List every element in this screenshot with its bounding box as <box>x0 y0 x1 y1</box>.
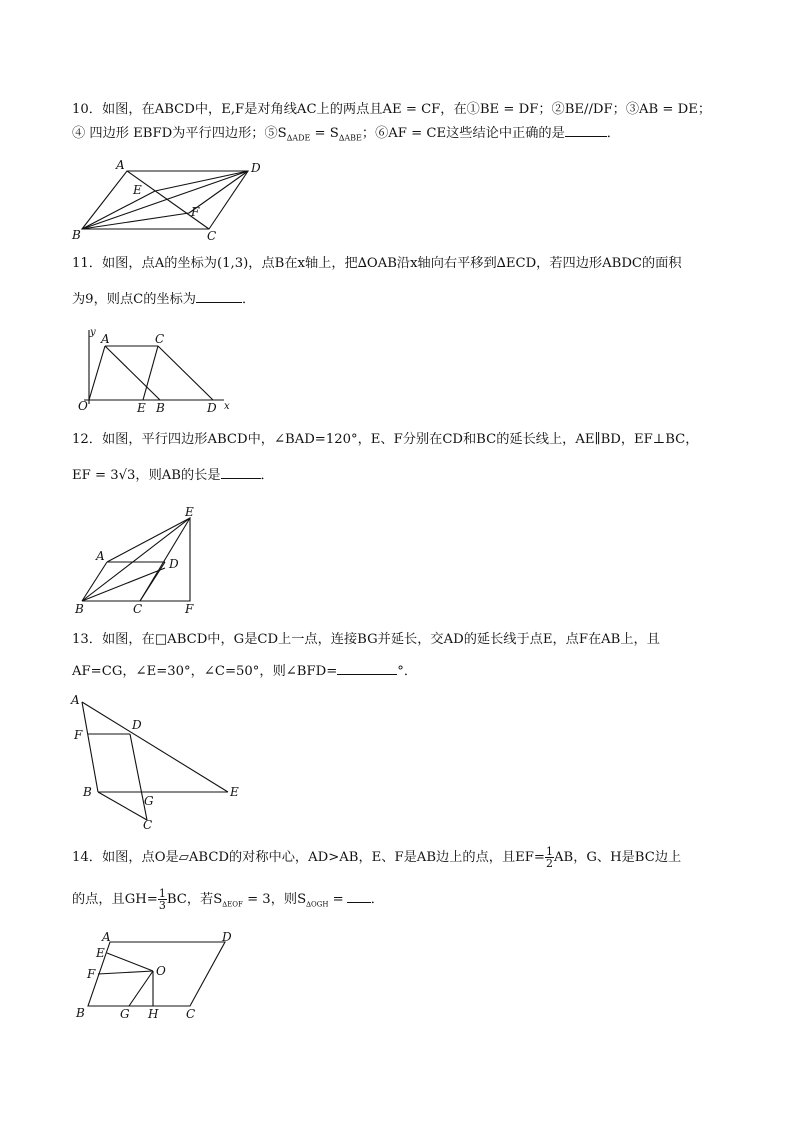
fig13-label-c: C <box>143 818 153 832</box>
fig13-label-f: F <box>74 728 83 742</box>
question-10 <box>72 98 732 146</box>
question-12 <box>72 428 732 488</box>
fig12-label-a: A <box>96 549 105 563</box>
fig11-label-y: y <box>90 327 96 338</box>
figure-14-parallelogram <box>70 926 242 1022</box>
fraction-one-half <box>545 846 554 869</box>
fig11-segment-oa <box>89 346 105 400</box>
figure-12-parallelogram <box>70 504 210 616</box>
question-14 <box>72 846 732 912</box>
answer-blank-14[interactable] <box>347 888 371 903</box>
question-12-line-1: 12．如图，平行四边形ABCD中，∠BAD=120°，E、F分别在CD和BC的延长线上，AE∥BD，EF⊥BC， <box>72 432 699 447</box>
fig10-label-f: F <box>191 205 200 219</box>
answer-blank-11[interactable] <box>196 288 242 303</box>
fig14-segment-fo <box>98 971 153 974</box>
question-12-end: ． <box>260 468 274 483</box>
fig10-label-b: B <box>72 228 81 242</box>
fraction-one-half-denominator: 2 <box>545 857 553 870</box>
figure-11-coordinate-plane <box>74 324 244 416</box>
fig12-segment-ce <box>140 518 190 601</box>
fig11-label-a: A <box>101 332 110 346</box>
question-14-text-c: 的点，且GH= <box>72 892 158 907</box>
question-14-text-e: = 3，则S <box>242 892 307 907</box>
fig14-label-f: F <box>87 967 96 981</box>
fig10-label-c: C <box>207 229 217 242</box>
area-subscript-abe: ∆ABE <box>338 133 362 143</box>
fig13-line-ae <box>82 702 228 792</box>
fig14-label-c: C <box>186 1007 196 1021</box>
fig10-label-e: E <box>133 183 142 197</box>
question-11 <box>72 252 732 312</box>
question-14-line-2 <box>72 888 732 912</box>
fraction-one-half-numerator: 1 <box>545 845 553 858</box>
question-12-line-2 <box>72 464 732 488</box>
fig12-diagonal-bd <box>82 568 165 601</box>
fig11-label-e: E <box>137 401 146 415</box>
question-13-text: AF=CG，∠E=30°，∠C=50°，则∠BFD= <box>72 664 338 679</box>
fig10-diagonal-bd <box>82 171 248 229</box>
fig13-side-bc <box>98 792 147 820</box>
fig12-label-c: C <box>133 602 143 616</box>
answer-blank-13[interactable] <box>337 660 397 675</box>
fig13-label-a: A <box>71 693 80 707</box>
fig13-label-d: D <box>132 718 142 732</box>
question-13 <box>72 628 732 684</box>
fig14-label-g: G <box>120 1007 130 1021</box>
fig11-label-b: B <box>156 401 165 415</box>
fraction-one-third <box>158 888 167 911</box>
question-10-line-2 <box>72 122 732 146</box>
fig11-segment-ce <box>143 346 158 400</box>
question-14-text-f: = <box>328 892 344 907</box>
answer-blank-12[interactable] <box>221 464 261 479</box>
question-10-line-1: 10．如图，在ABCD中，E,F是对角线AC上的两点且AE = CF，在①BE = DF；②BE//DF；③AB = DE； <box>72 102 712 117</box>
fig12-label-f: F <box>185 602 194 616</box>
answer-blank-10[interactable] <box>565 122 607 137</box>
fig10-label-d: D <box>251 161 261 175</box>
fig11-segment-cd <box>158 346 213 400</box>
question-13-line-1: 13．如图，在□ABCD中，G是CD上一点，连接BG并延长，交AD的延长线于点E，点F在AB上，且 <box>72 632 660 647</box>
fig11-label-c: C <box>155 332 165 346</box>
fig14-label-e: E <box>96 946 105 960</box>
question-10-text-a: ④ 四边形 EBFD为平行四边形；⑤S <box>72 126 287 141</box>
area-subscript-ade: ∆ADE <box>286 133 311 143</box>
fig13-label-b: B <box>83 785 92 799</box>
question-11-end: ． <box>241 292 256 307</box>
fig12-segment-ab <box>82 562 107 601</box>
question-11-text: 为9，则点C的坐标为 <box>72 292 196 307</box>
fig14-segment-go <box>129 971 153 1006</box>
question-12-text: EF = 3√3，则AB的长是 <box>72 468 221 483</box>
question-14-line-1 <box>72 846 732 888</box>
fig11-label-o: O <box>78 399 88 413</box>
area-subscript-ogh: ∆OGH <box>306 900 329 909</box>
question-10-end: ． <box>606 126 620 141</box>
question-14-text-a: 14．如图，点O是▱ABCD的对称中心，AD>AB，E、F是AB边上的点，且EF= <box>72 850 545 865</box>
figure-10-parallelogram <box>68 158 268 242</box>
fig11-label-x: x <box>224 401 230 412</box>
fig14-label-b: B <box>76 1006 85 1020</box>
fig11-label-d: D <box>207 401 217 415</box>
fig11-segment-ab <box>105 346 160 400</box>
fig13-side-ab <box>82 702 98 792</box>
fig14-label-h: H <box>148 1007 159 1021</box>
fig12-label-e: E <box>185 505 194 519</box>
question-13-end: °． <box>397 664 418 679</box>
question-14-text-d: BC，若S <box>166 892 223 907</box>
fraction-one-third-numerator: 1 <box>158 887 166 900</box>
fig14-segment-eo <box>107 953 153 971</box>
question-11-line-1: 11．如图，点A的坐标为(1,3)，点B在x轴上，把∆OAB沿x轴向右平移到∆ECD，若四边形ABDC的面积 <box>72 256 682 271</box>
question-10-text-c: ；⑥AF = CE这些结论中正确的是 <box>361 126 565 141</box>
fig12-label-d: D <box>169 557 179 571</box>
fig14-label-a: A <box>102 930 111 944</box>
question-13-line-2 <box>72 660 732 684</box>
figure-13-parallelogram <box>68 692 248 832</box>
question-10-text-b: = S <box>310 126 339 141</box>
area-subscript-eof: ∆EOF <box>222 900 243 909</box>
fig12-label-b: B <box>75 602 84 616</box>
question-14-end: ． <box>370 892 384 907</box>
fraction-one-third-denominator: 3 <box>158 899 166 912</box>
fig10-label-a: A <box>116 158 125 172</box>
fig13-label-e: E <box>230 785 239 799</box>
fig12-segment-ae <box>107 518 190 562</box>
fig14-label-d: D <box>222 930 232 944</box>
fig13-label-g: G <box>144 794 154 808</box>
fig14-label-o: O <box>156 964 166 978</box>
question-11-line-2 <box>72 288 732 312</box>
question-14-text-b: AB，G、H是BC边上 <box>553 850 682 865</box>
